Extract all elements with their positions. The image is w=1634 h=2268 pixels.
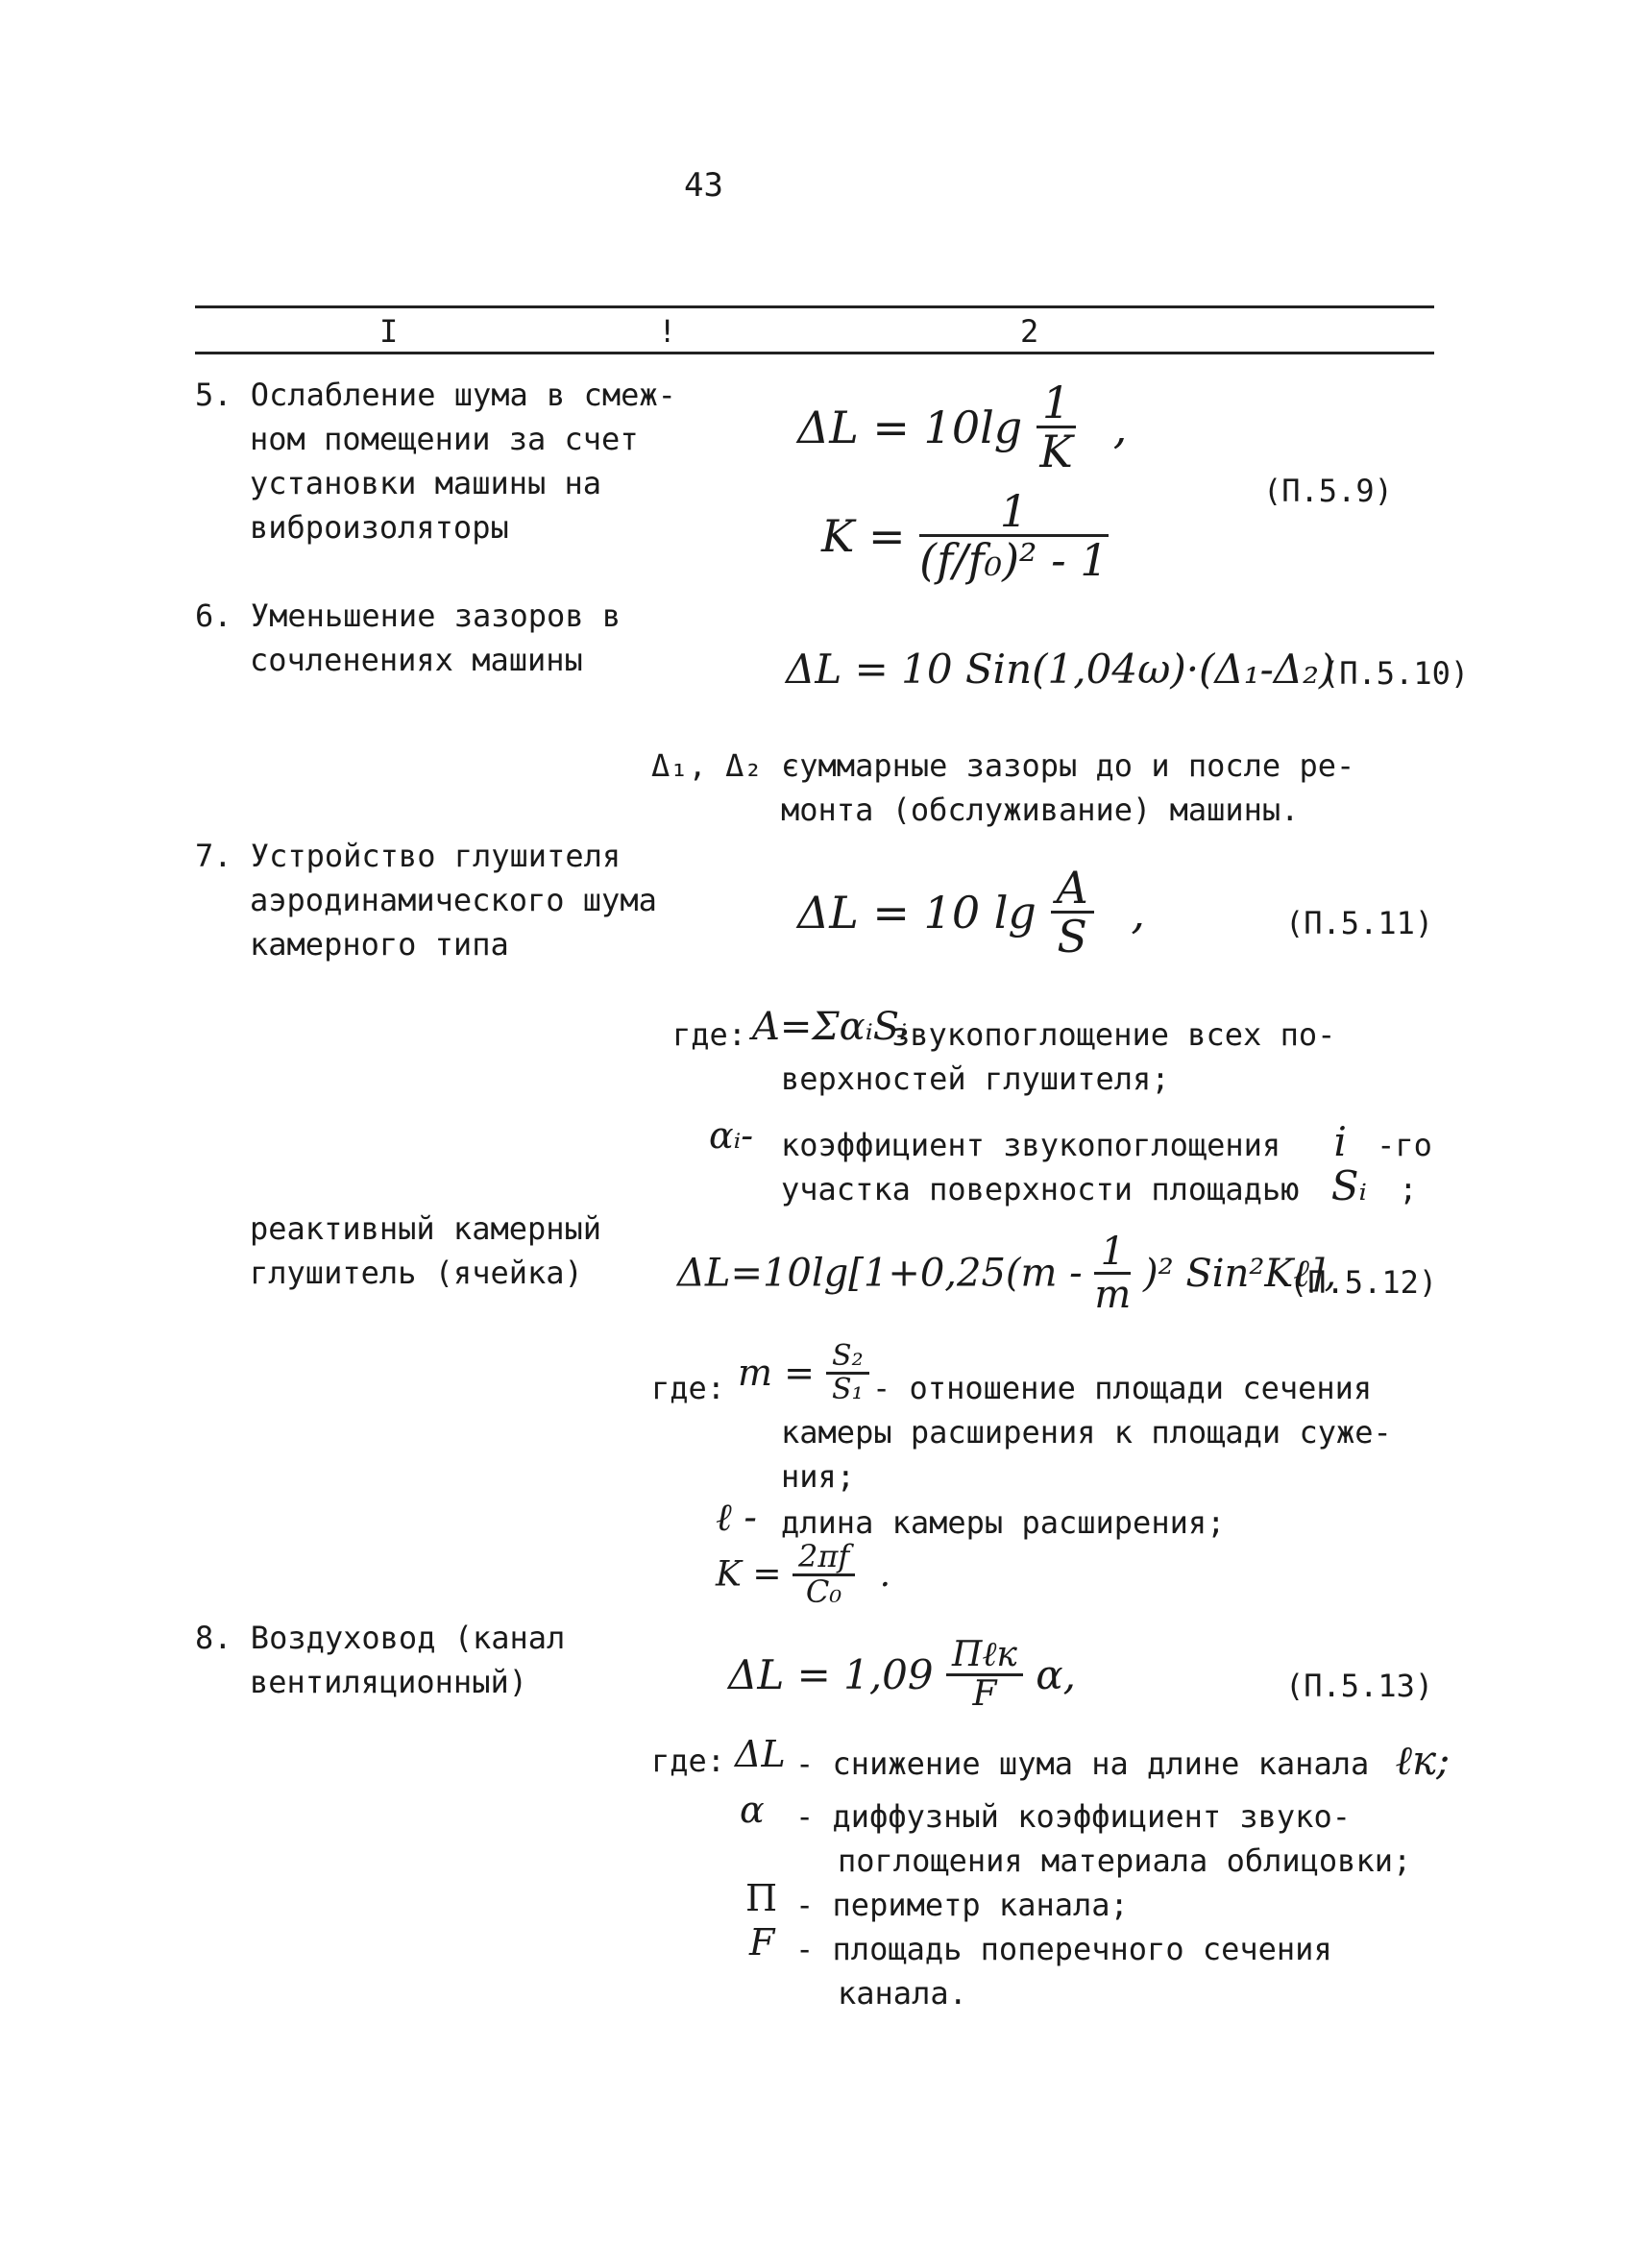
fraction [1094,1232,1131,1315]
label-line: 5. Ослабление шума в смеж- [195,377,676,413]
def-f-text [795,1927,1332,2015]
fraction-denominator: S [1057,911,1087,963]
def-dl-text [795,1739,1450,1786]
label-line: реактивный камерный [250,1210,602,1247]
def-p-text: - периметр канала; [795,1887,1129,1923]
formula-5-11 [797,862,1145,963]
def-a-symbol: A=ΣαᵢSᵢ [752,1005,908,1049]
label-line: камерного типа [250,926,509,963]
formula-lhs: ΔL = 10 lg [797,886,1036,939]
formula-lhs: K = [821,509,906,562]
def-line: звукопоглощение всех по- [891,1016,1336,1053]
def-f-symbol: F [749,1921,775,1963]
def-line: - диффузный коэффициент звуко- [795,1798,1351,1835]
def-p-symbol: П [745,1877,778,1919]
formula-tail: , [1131,886,1145,939]
def-alpha-text-2 [781,1164,1417,1211]
page-number: 43 [684,166,723,205]
label-line: аэродинамического шума [250,882,657,918]
def-dl-symbol: ΔL [735,1733,786,1775]
equation-number-5-13: (П.5.13) [1285,1668,1434,1704]
label-line: 6. Уменьшение зазоров в [195,597,622,634]
formula-end: . [879,1554,891,1595]
fraction [1036,379,1076,476]
where-label: где: [651,1743,726,1779]
formula-5-13 [728,1637,1076,1713]
fraction [919,485,1109,587]
formula-5-12 [677,1232,1336,1315]
def-line: суммарные зазоры до и после ре- [781,747,1355,784]
label-line: сочленениях машины [250,642,583,678]
fraction-numerator: 1 [1036,379,1076,428]
header-separator: ! [658,313,677,350]
def-text: -го [1377,1127,1432,1163]
formula-part: α, [1036,1650,1076,1698]
formula-part: ΔL=10lg[1+0,25(m - [677,1251,1083,1296]
header-rule-bottom [195,352,1434,354]
where-label: где: [672,1016,747,1053]
fraction-numerator: 1 [919,488,1108,537]
def-line: поглощения материала облицовки; [838,1842,1412,1879]
item-6-label [195,594,621,682]
fraction [826,1341,869,1404]
label-line: вентиляционный) [250,1664,527,1700]
header-rule-top [195,305,1434,308]
header-col2: 2 [1020,313,1039,350]
def-end: ; [1399,1171,1418,1207]
def-line: канала. [838,1975,967,2012]
fraction-denominator: C₀ [805,1573,842,1610]
label-line: виброизоляторы [250,509,509,546]
def-alpha-text [781,1120,1432,1167]
def-alpha-symbol: αᵢ- [709,1114,754,1157]
equation-number-5-11: (П.5.11) [1285,905,1434,941]
item-8-label [195,1616,565,1704]
label-line: глушитель (ячейка) [250,1255,583,1291]
fraction-numerator: 1 [1094,1232,1131,1275]
where-label: где: [651,1370,726,1406]
fraction-denominator: m [1094,1273,1132,1317]
def-l-text: длина камеры расширения; [781,1504,1226,1541]
fraction-denominator: (f/f₀)² - 1 [919,534,1109,587]
label-line: ном помещении за счет [250,421,639,457]
def-m-symbol [738,1341,869,1404]
symbol: K = [716,1554,782,1595]
def-text: участка поверхности площадью [781,1171,1300,1207]
area-s: Sᵢ [1330,1162,1367,1209]
label-line: установки машины на [250,465,602,501]
def-k-formula [716,1538,891,1610]
equation-number-5-9: (П.5.9) [1263,473,1393,509]
fraction-numerator: A [1051,865,1094,914]
label-line: 8. Воздуховод (канал [195,1620,566,1656]
fraction [1051,862,1094,963]
def-alpha-text [795,1794,1411,1883]
def-delta-text [781,744,1354,832]
def-line: монта (обслуживание) машины. [781,792,1300,828]
equation-number-5-12: (П.5.12) [1289,1264,1438,1301]
formula-lhs: ΔL = 10lg [797,401,1023,453]
label-line: 7. Устройство глушителя [195,838,622,874]
fraction-numerator: S₂ [826,1341,869,1375]
def-line: ния; [781,1458,856,1495]
def-end: ℓк; [1395,1737,1451,1784]
formula-tail: , [1112,401,1128,453]
item-7-label [195,834,657,966]
formula-part: )² Sin²Kℓ], [1143,1252,1337,1296]
formula-5-9-b [821,485,1109,587]
def-line: - отношение площади сечения [872,1370,1373,1406]
def-line: - площадь поперечного сечения [795,1931,1332,1967]
def-line: камеры расширения к площади суже- [781,1414,1392,1451]
fraction-denominator: S₁ [832,1372,864,1406]
item-5-label [195,373,676,549]
symbol: m = [738,1352,815,1394]
equation-number-5-10: (П.5.10) [1321,655,1470,692]
fraction-numerator: 2πf [793,1541,855,1576]
def-line: верхностей глушителя; [781,1061,1170,1097]
index-i: i [1333,1118,1347,1165]
def-alpha-symbol: α [740,1789,765,1831]
item-7b-label [250,1207,601,1295]
def-delta-symbol: Δ₁, Δ₂ - [651,747,800,784]
fraction-numerator: Пℓк [946,1637,1023,1676]
fraction-denominator: F [972,1673,997,1714]
formula-5-10: ΔL = 10 Sin(1,04ω)·(Δ₁-Δ₂) [786,646,1335,693]
fraction-denominator: K [1039,426,1073,478]
header-col1: I [379,313,399,350]
def-text: коэффициент звукопоглощения [781,1127,1281,1163]
fraction [946,1637,1023,1713]
formula-5-9-a [797,379,1127,476]
fraction [793,1538,855,1610]
formula-part: ΔL = 1,09 [728,1650,934,1698]
def-text: - снижение шума на длине канала [795,1745,1370,1782]
def-l-symbol: ℓ - [716,1496,757,1540]
